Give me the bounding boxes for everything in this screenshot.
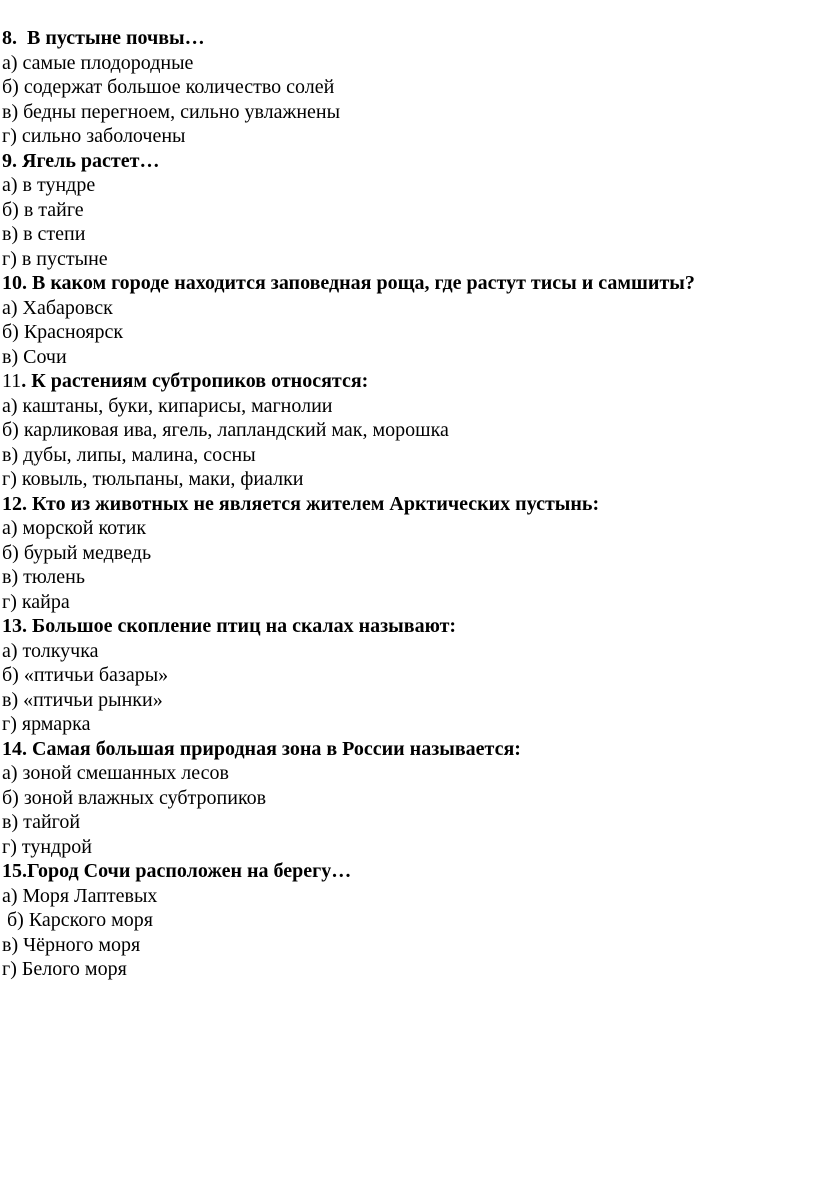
question-number: 10.	[2, 272, 27, 294]
option-d: г) в пустыне	[2, 247, 108, 270]
question-number: 9.	[2, 149, 17, 172]
option-c: в) Чёрного моря	[2, 933, 141, 956]
option-a: а) самые плодородные	[2, 51, 194, 74]
question-14	[2, 737, 802, 762]
question-11	[2, 369, 802, 394]
question-text: В каком городе находится заповедная роща, где растут тисы и самшиты?	[32, 272, 695, 294]
question-text: В пустыне почвы…	[27, 27, 205, 49]
option-b: б) зоной влажных субтропиков	[2, 786, 267, 809]
option-c: в) тайгой	[2, 811, 81, 833]
option-a: а) в тундре	[2, 174, 96, 196]
question-number: 15.	[2, 860, 27, 882]
option-d: г) тундрой	[2, 835, 92, 858]
option-a: а) морской котик	[2, 517, 147, 539]
option-d: г) ковыль, тюльпаны, маки, фиалки	[2, 468, 304, 490]
question-8	[2, 26, 802, 51]
question-number: 12.	[2, 492, 27, 515]
question-text: . К растениям субтропиков относятся:	[21, 370, 369, 392]
option-d: г) ярмарка	[2, 713, 91, 735]
option-d: г) сильно заболочены	[2, 125, 186, 147]
option-b: б) в тайге	[2, 198, 84, 221]
question-number: 13.	[2, 615, 27, 637]
option-b: б) бурый медведь	[2, 541, 152, 564]
option-b: б) Карского моря	[2, 909, 153, 931]
option-c: в) бедны перегноем, сильно увлажнены	[2, 100, 341, 123]
question-10	[2, 271, 802, 296]
option-a: а) Моря Лаптевых	[2, 884, 158, 907]
option-b: б) «птичьи базары»	[2, 664, 169, 686]
question-text: Ягель растет…	[22, 149, 160, 172]
option-c: в) тюлень	[2, 566, 85, 588]
option-c: в) «птичьи рынки»	[2, 688, 163, 711]
option-b: б) карликовая ива, ягель, лапландский мак, морошка	[2, 419, 449, 441]
question-13	[2, 614, 802, 639]
option-b: б) содержат большое количество солей	[2, 76, 335, 98]
option-a: а) Хабаровск	[2, 296, 113, 319]
option-c: в) Сочи	[2, 345, 67, 368]
option-d: г) Белого моря	[2, 958, 127, 980]
option-a: а) каштаны, буки, кипарисы, магнолии	[2, 394, 333, 417]
question-15	[2, 859, 802, 884]
option-a: а) зоной смешанных лесов	[2, 762, 229, 784]
question-text: Город Сочи расположен на берегу…	[27, 860, 352, 882]
question-number: 11	[2, 370, 22, 392]
question-number: 8.	[2, 27, 17, 49]
question-text: Кто из животных не является жителем Арктических пустынь:	[32, 492, 600, 515]
option-c: в) в степи	[2, 223, 86, 245]
option-d: г) кайра	[2, 590, 70, 613]
question-9	[2, 149, 802, 174]
question-text: Самая большая природная зона в России называется:	[32, 737, 521, 760]
question-text: Большое скопление птиц на скалах называют:	[32, 615, 457, 637]
option-b: б) Красноярск	[2, 321, 124, 343]
quiz-document	[2, 26, 802, 982]
question-12	[2, 492, 802, 517]
option-a: а) толкучка	[2, 639, 99, 662]
option-c: в) дубы, липы, малина, сосны	[2, 443, 256, 466]
question-number: 14.	[2, 737, 27, 760]
